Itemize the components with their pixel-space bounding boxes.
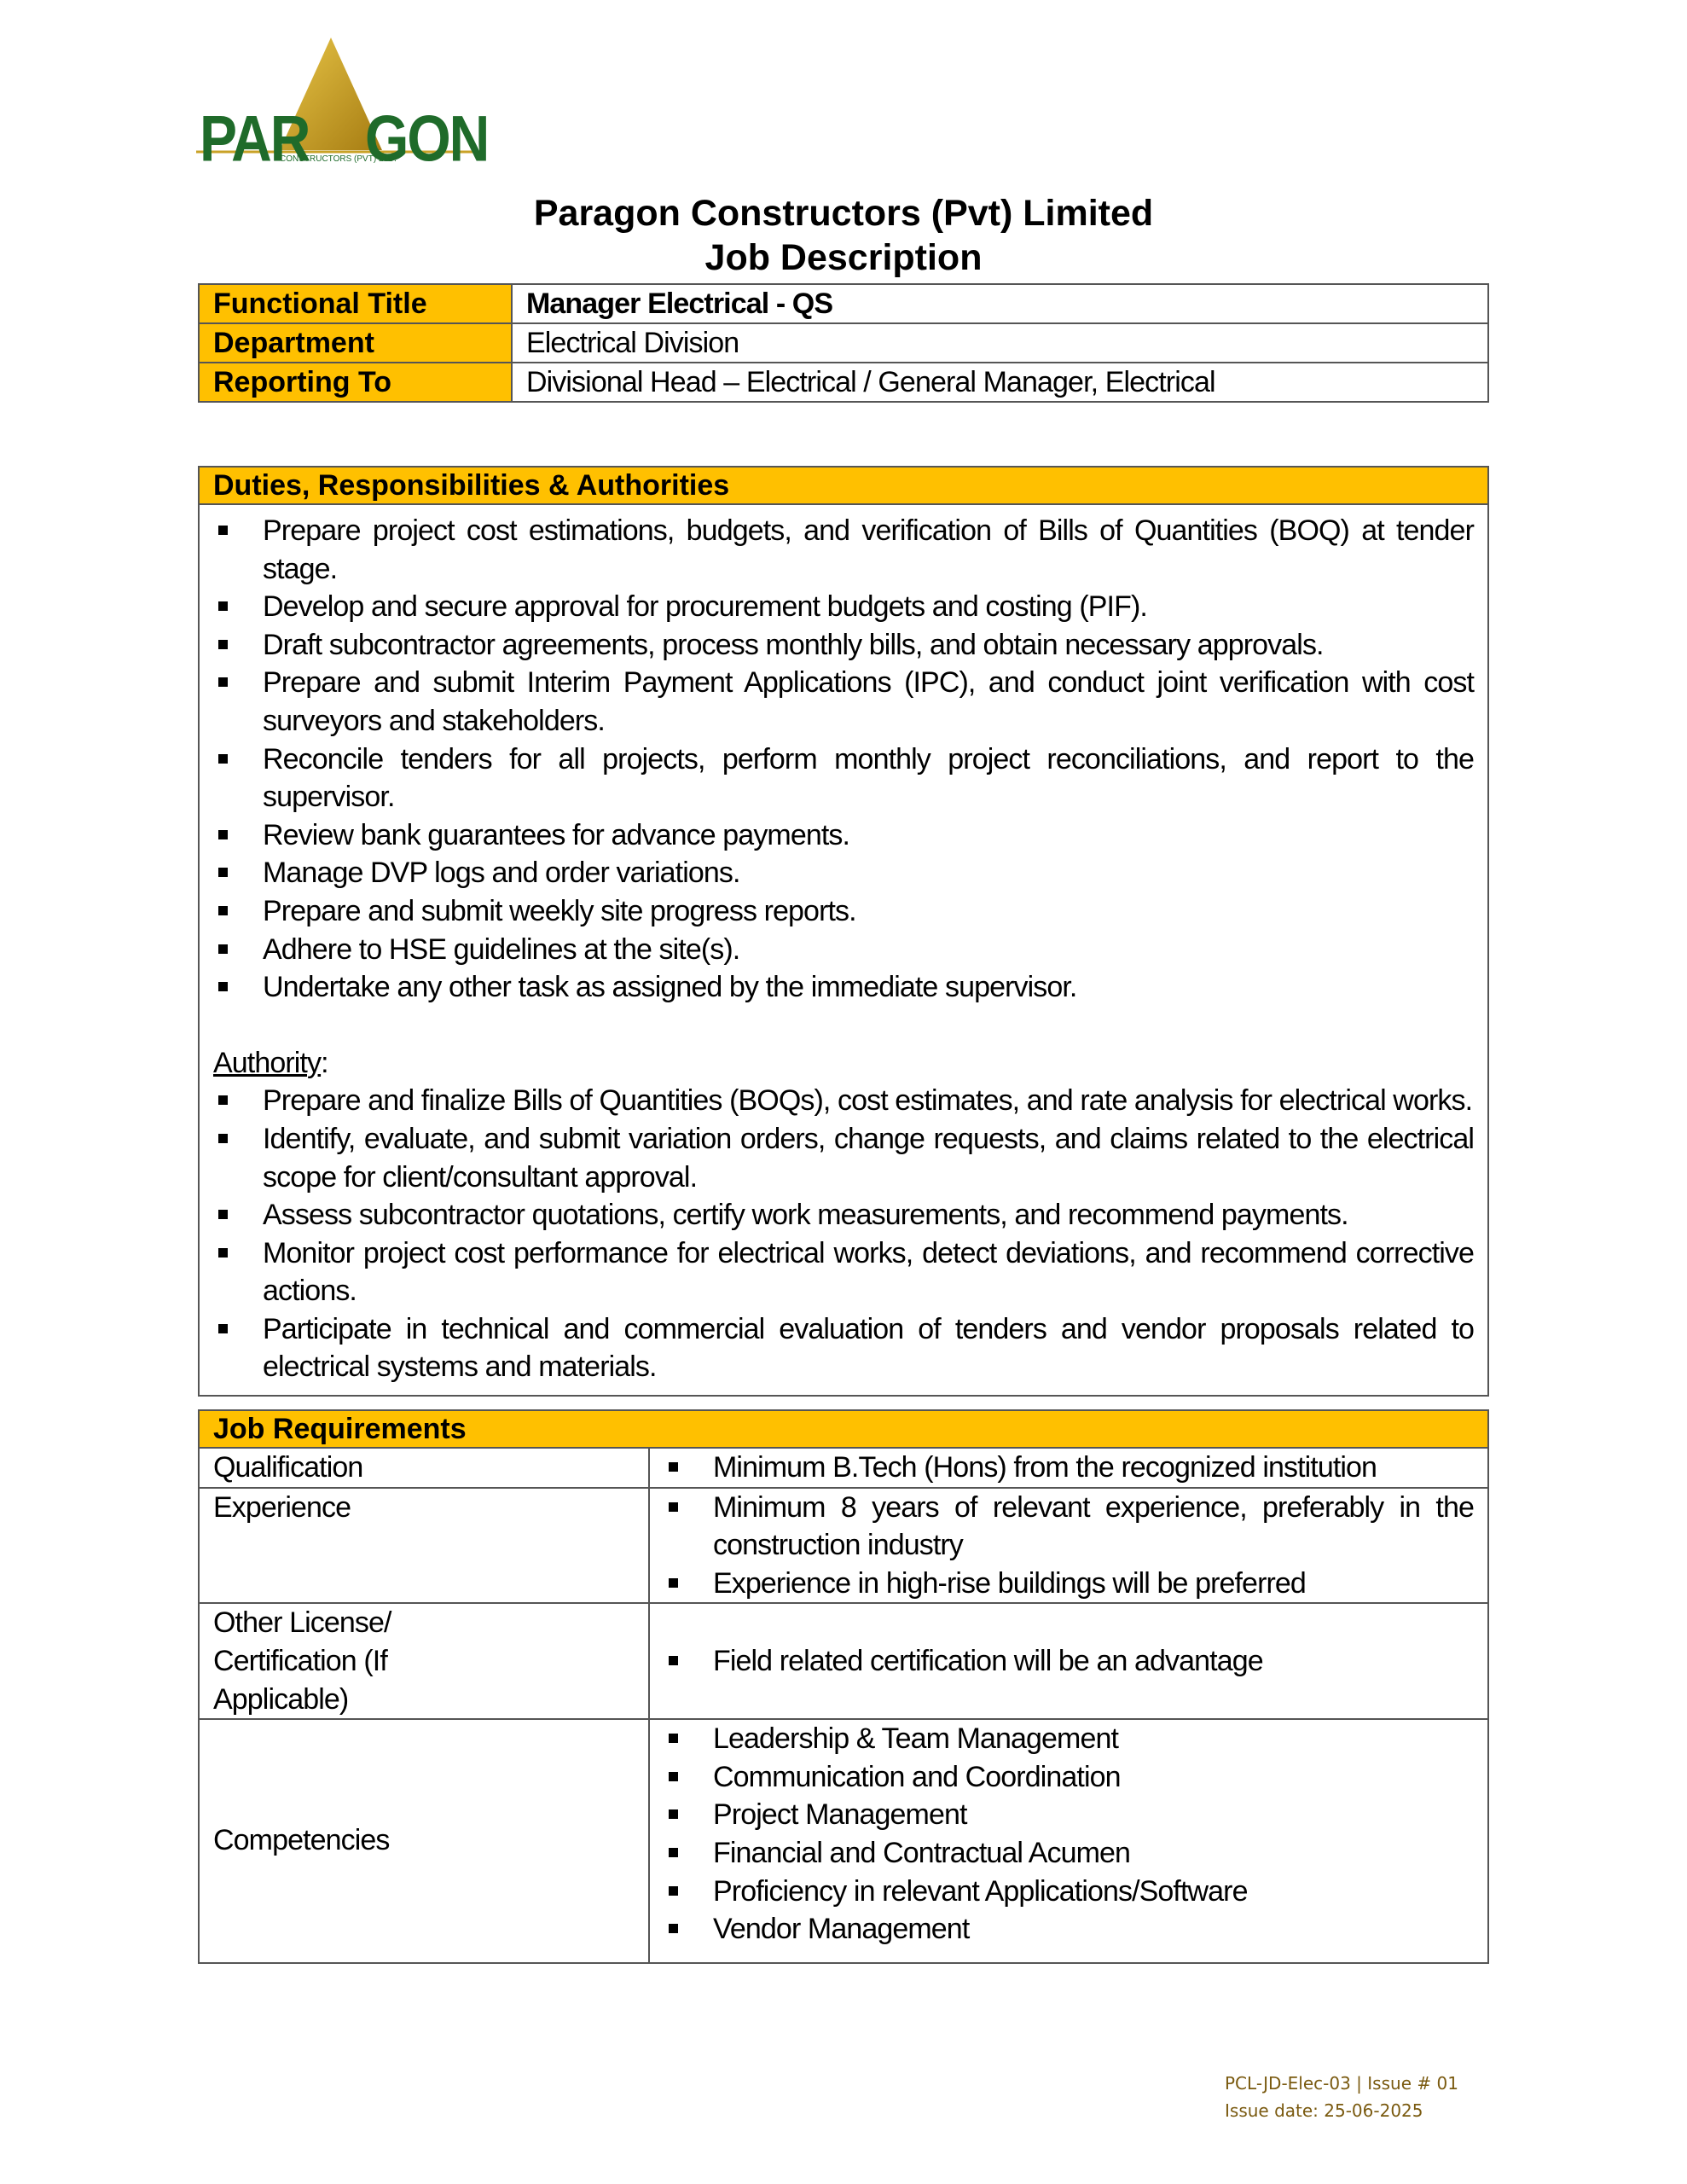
document-title: Job Description — [704, 237, 983, 278]
list-item: Communication and Coordination — [664, 1758, 1474, 1797]
duties-body — [199, 504, 1488, 1396]
list-item: Proficiency in relevant Applications/Software — [664, 1873, 1474, 1911]
table-row — [199, 1719, 1488, 1963]
info-value: Divisional Head – Electrical / General Manager, Electrical — [512, 363, 1488, 402]
authority-list — [213, 1082, 1474, 1386]
list-item: Prepare and submit weekly site progress reports. — [213, 892, 1474, 931]
list-item: Minimum B.Tech (Hons) from the recognized institution — [664, 1449, 1474, 1487]
info-value: Electrical Division — [512, 323, 1488, 363]
requirement-list — [664, 1489, 1474, 1603]
requirement-label: Competencies — [199, 1719, 649, 1963]
document-code: PCL-JD-Elec-03 | Issue # 01 — [1225, 2073, 1458, 2094]
list-item: Participate in technical and commercial evaluation of tenders and vendor proposals related to electrical systems and materials. — [213, 1310, 1474, 1386]
list-item: Field related certification will be an advantage — [664, 1642, 1474, 1681]
logo-text-left: PAR — [200, 102, 310, 175]
requirement-value — [649, 1448, 1488, 1488]
requirement-label: Other License/ Certification (If Applicable) — [199, 1603, 649, 1719]
list-item: Manage DVP logs and order variations. — [213, 854, 1474, 892]
list-item: Reconcile tenders for all projects, perform monthly project reconciliations, and report to the supervisor. — [213, 741, 1474, 816]
table-row — [199, 1448, 1488, 1488]
list-item: Minimum 8 years of relevant experience, preferably in the construction industry — [664, 1489, 1474, 1565]
list-item: Vendor Management — [664, 1910, 1474, 1949]
requirement-value — [649, 1603, 1488, 1719]
list-item: Leadership & Team Management — [664, 1720, 1474, 1758]
requirement-label: Qualification — [199, 1448, 649, 1488]
requirement-value — [649, 1719, 1488, 1963]
duties-table — [198, 466, 1489, 1397]
list-item: Undertake any other task as assigned by the immediate supervisor. — [213, 968, 1474, 1007]
authority-heading-wrap — [213, 1044, 1474, 1083]
info-table — [198, 283, 1489, 403]
requirement-label: Experience — [199, 1488, 649, 1604]
table-row — [199, 1488, 1488, 1604]
duties-list — [213, 512, 1474, 1007]
logo-text-right: GON — [365, 102, 489, 175]
list-item: Adhere to HSE guidelines at the site(s). — [213, 931, 1474, 969]
list-item: Develop and secure approval for procurement budgets and costing (PIF). — [213, 588, 1474, 626]
issue-date: Issue date: 25-06-2025 — [1225, 2100, 1423, 2121]
logo-subtitle: CONSTRUCTORS (PVT) LTD. — [280, 154, 397, 164]
list-item: Prepare and finalize Bills of Quantities (BOQs), cost estimates, and rate analysis for electrical works. — [213, 1082, 1474, 1120]
info-value: Manager Electrical - QS — [512, 284, 1488, 323]
info-label: Department — [199, 323, 512, 363]
authority-colon: : — [321, 1046, 328, 1079]
info-row — [199, 323, 1488, 363]
company-name: Paragon Constructors (Pvt) Limited — [533, 193, 1154, 234]
list-item: Identify, evaluate, and submit variation orders, change requests, and claims related to the electrical scope for client/consultant approval. — [213, 1120, 1474, 1196]
info-label: Functional Title — [199, 284, 512, 323]
authority-heading: Authority — [213, 1046, 322, 1079]
list-item: Prepare and submit Interim Payment Applications (IPC), and conduct joint verification with cost surveyors and stakeholders. — [213, 664, 1474, 740]
list-item: Experience in high-rise buildings will be preferred — [664, 1565, 1474, 1603]
list-item: Draft subcontractor agreements, process monthly bills, and obtain necessary approvals. — [213, 626, 1474, 665]
requirements-table — [198, 1409, 1489, 1964]
list-item: Assess subcontractor quotations, certify work measurements, and recommend payments. — [213, 1196, 1474, 1234]
requirements-heading: Job Requirements — [199, 1410, 1488, 1448]
info-row — [199, 284, 1488, 323]
requirement-list — [664, 1449, 1474, 1487]
requirement-list — [664, 1642, 1474, 1681]
list-item: Monitor project cost performance for electrical works, detect deviations, and recommend corrective actions. — [213, 1234, 1474, 1310]
list-item: Review bank guarantees for advance payments. — [213, 816, 1474, 855]
list-item: Financial and Contractual Acumen — [664, 1834, 1474, 1873]
info-row — [199, 363, 1488, 402]
footer — [1225, 2070, 1458, 2124]
list-item: Prepare project cost estimations, budgets, and verification of Bills of Quantities (BOQ) at tender stage. — [213, 512, 1474, 588]
duties-heading: Duties, Responsibilities & Authorities — [199, 467, 1488, 504]
info-label: Reporting To — [199, 363, 512, 402]
requirement-list — [664, 1720, 1474, 1949]
requirement-value — [649, 1488, 1488, 1604]
company-logo — [196, 31, 489, 175]
list-item: Project Management — [664, 1796, 1474, 1834]
table-row — [199, 1603, 1488, 1719]
